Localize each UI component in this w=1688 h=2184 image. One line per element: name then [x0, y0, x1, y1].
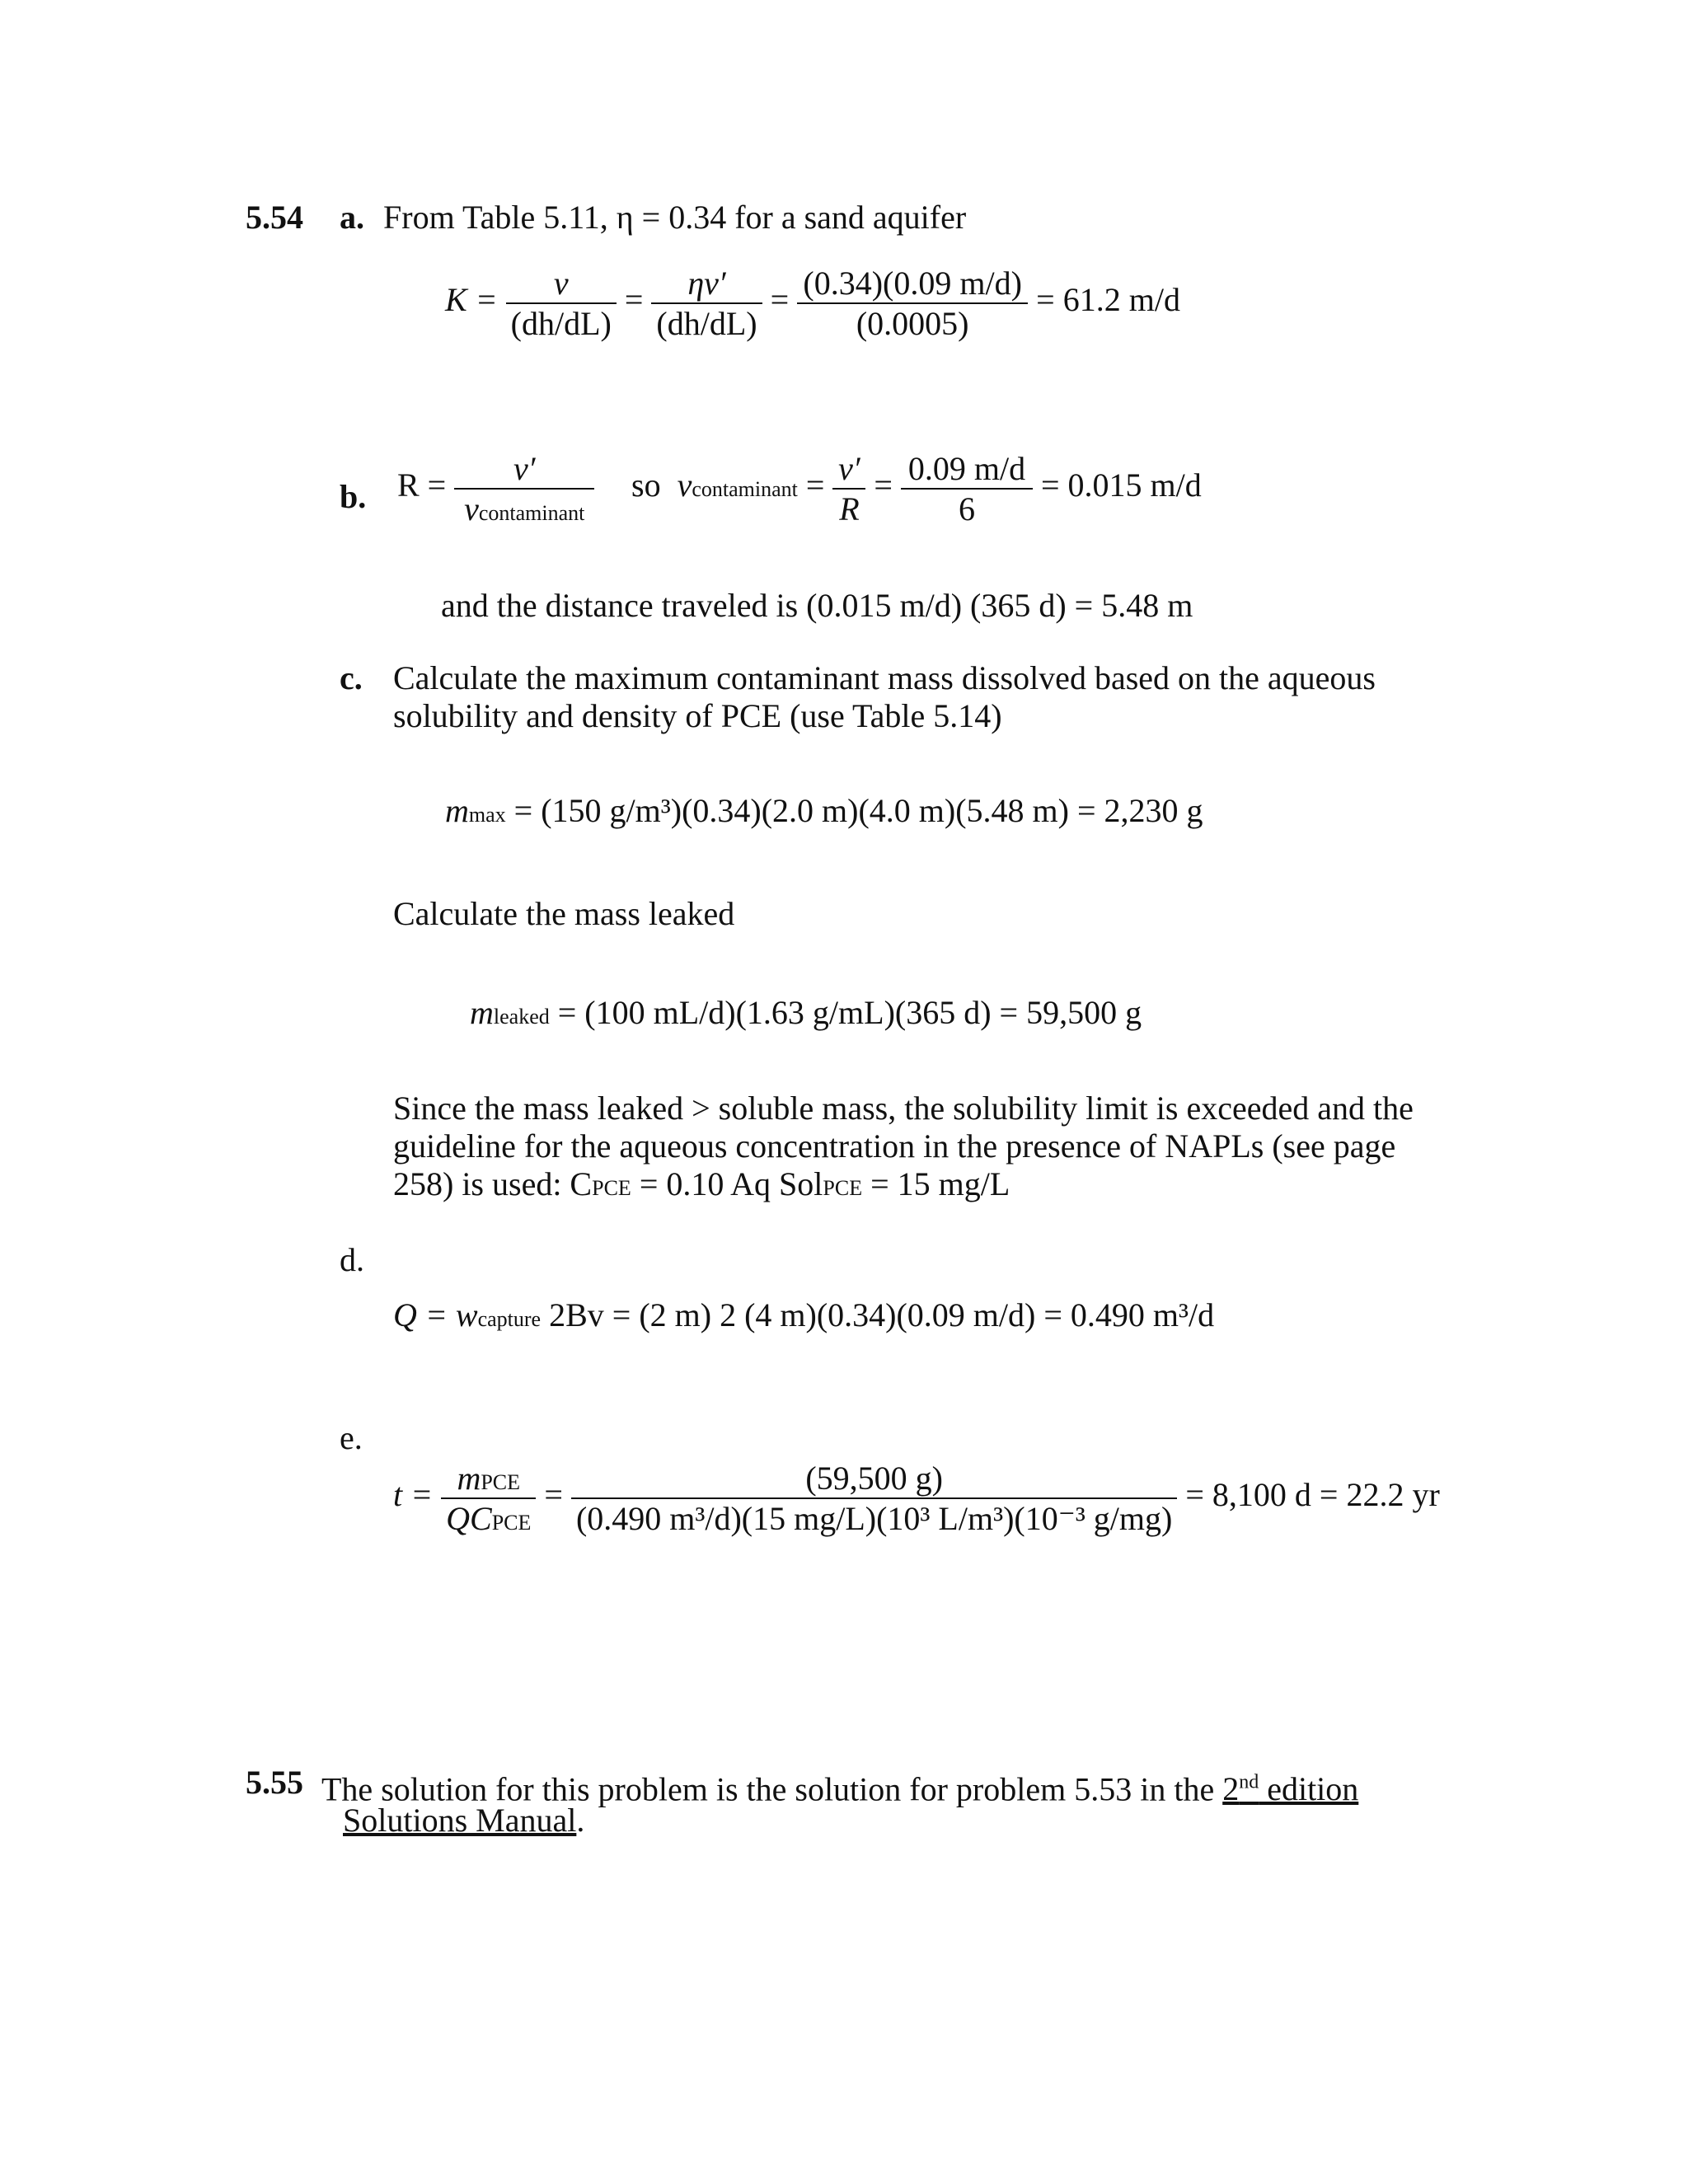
since-text-line3: 258) is used: CPCE = 0.10 Aq SolPCE = 15 mg/L — [393, 1165, 1010, 1202]
problem-number-5-55: 5.55 — [246, 1764, 303, 1801]
part-e-label: e. — [340, 1419, 363, 1456]
part-a-label: a. — [340, 199, 364, 236]
k-result: = 61.2 m/d — [1036, 281, 1180, 319]
since-text-line2: guideline for the aqueous concentration in the presence of NAPLs (see page — [393, 1127, 1396, 1165]
part-c-label: c. — [340, 659, 363, 696]
equation-time: t = $\frac{\text{mPCE}}{\text{QCPCE}}$ = $\frac{(59,500 g)}{\text{(0.490 m³/d)(15 mg/L)(10³ L/m³)(10⁻³ g/mg)}}$ = 8,100 d = 22.2 yr — [393, 1460, 1440, 1537]
problem-number-5-54: 5.54 — [246, 199, 303, 236]
mass-leaked-heading: Calculate the mass leaked — [393, 895, 735, 932]
equation-mass-leaked: mleaked = (100 mL/d)(1.63 g/mL)(365 d) = 59,500 g — [470, 994, 1142, 1031]
equation-capture-flow: Q = wcapture 2Bv = (2 m) 2 (4 m)(0.34)(0.09 m/d) = 0.490 m³/d — [393, 1296, 1215, 1333]
equation-max-mass: mmax = (150 g/m³)(0.34)(2.0 m)(4.0 m)(5.48 m) = 2,230 g — [445, 792, 1203, 829]
time-result: = 8,100 d = 22.2 yr — [1185, 1476, 1440, 1514]
part-c-text-line2: solubility and density of PCE (use Table 5.14) — [393, 697, 1002, 734]
distance-traveled-text: and the distance traveled is (0.015 m/d) (365 d) = 5.48 m — [441, 587, 1193, 624]
equation-retardation: R = $\frac{v'}{\text{vcontaminant}}$ — [397, 449, 594, 528]
since-text-line1: Since the mass leaked > soluble mass, the solubility limit is exceeded and the — [393, 1090, 1414, 1127]
part-d-label: d. — [340, 1241, 364, 1278]
fraction-eta-v-over-gradient: $\frac{\eta v'}{(dh/dL)}$ — [651, 264, 762, 343]
fraction-v-over-gradient: $\frac{v}{(dh/dL)}$ — [506, 264, 617, 343]
problem-5-55-text-line1: The solution for this problem is the solution for problem 5.53 in the 2nd edition — [321, 1770, 1359, 1808]
k-lhs: K = — [445, 281, 498, 319]
part-b-label: b. — [340, 478, 367, 515]
equation-hydraulic-conductivity: K = $\frac{v}{(dh/dL)}$ = $\frac{\eta v'}{(dh/dL)}$ = $\frac{(0.34)(0.09 m/d)}{(0.0005)}$ = 61.2 m/d — [445, 265, 1180, 342]
contaminant-velocity-result: = 0.015 m/d — [1040, 466, 1202, 504]
problem-5-55-text-line2: Solutions Manual. — [343, 1802, 585, 1839]
part-a-intro: From Table 5.11, η = 0.34 for a sand aquifer — [383, 199, 967, 236]
part-c-text-line1: Calculate the maximum contaminant mass dissolved based on the aqueous — [393, 659, 1376, 696]
equation-contaminant-velocity: so vcontaminant = $\frac{v'}{R}$ = $\frac{0.09 m/d}{6}$ = 0.015 m/d — [631, 450, 1202, 527]
fraction-numeric: $\frac{(0.34)(0.09 m/d)}{(0.0005)}$ — [797, 264, 1028, 343]
